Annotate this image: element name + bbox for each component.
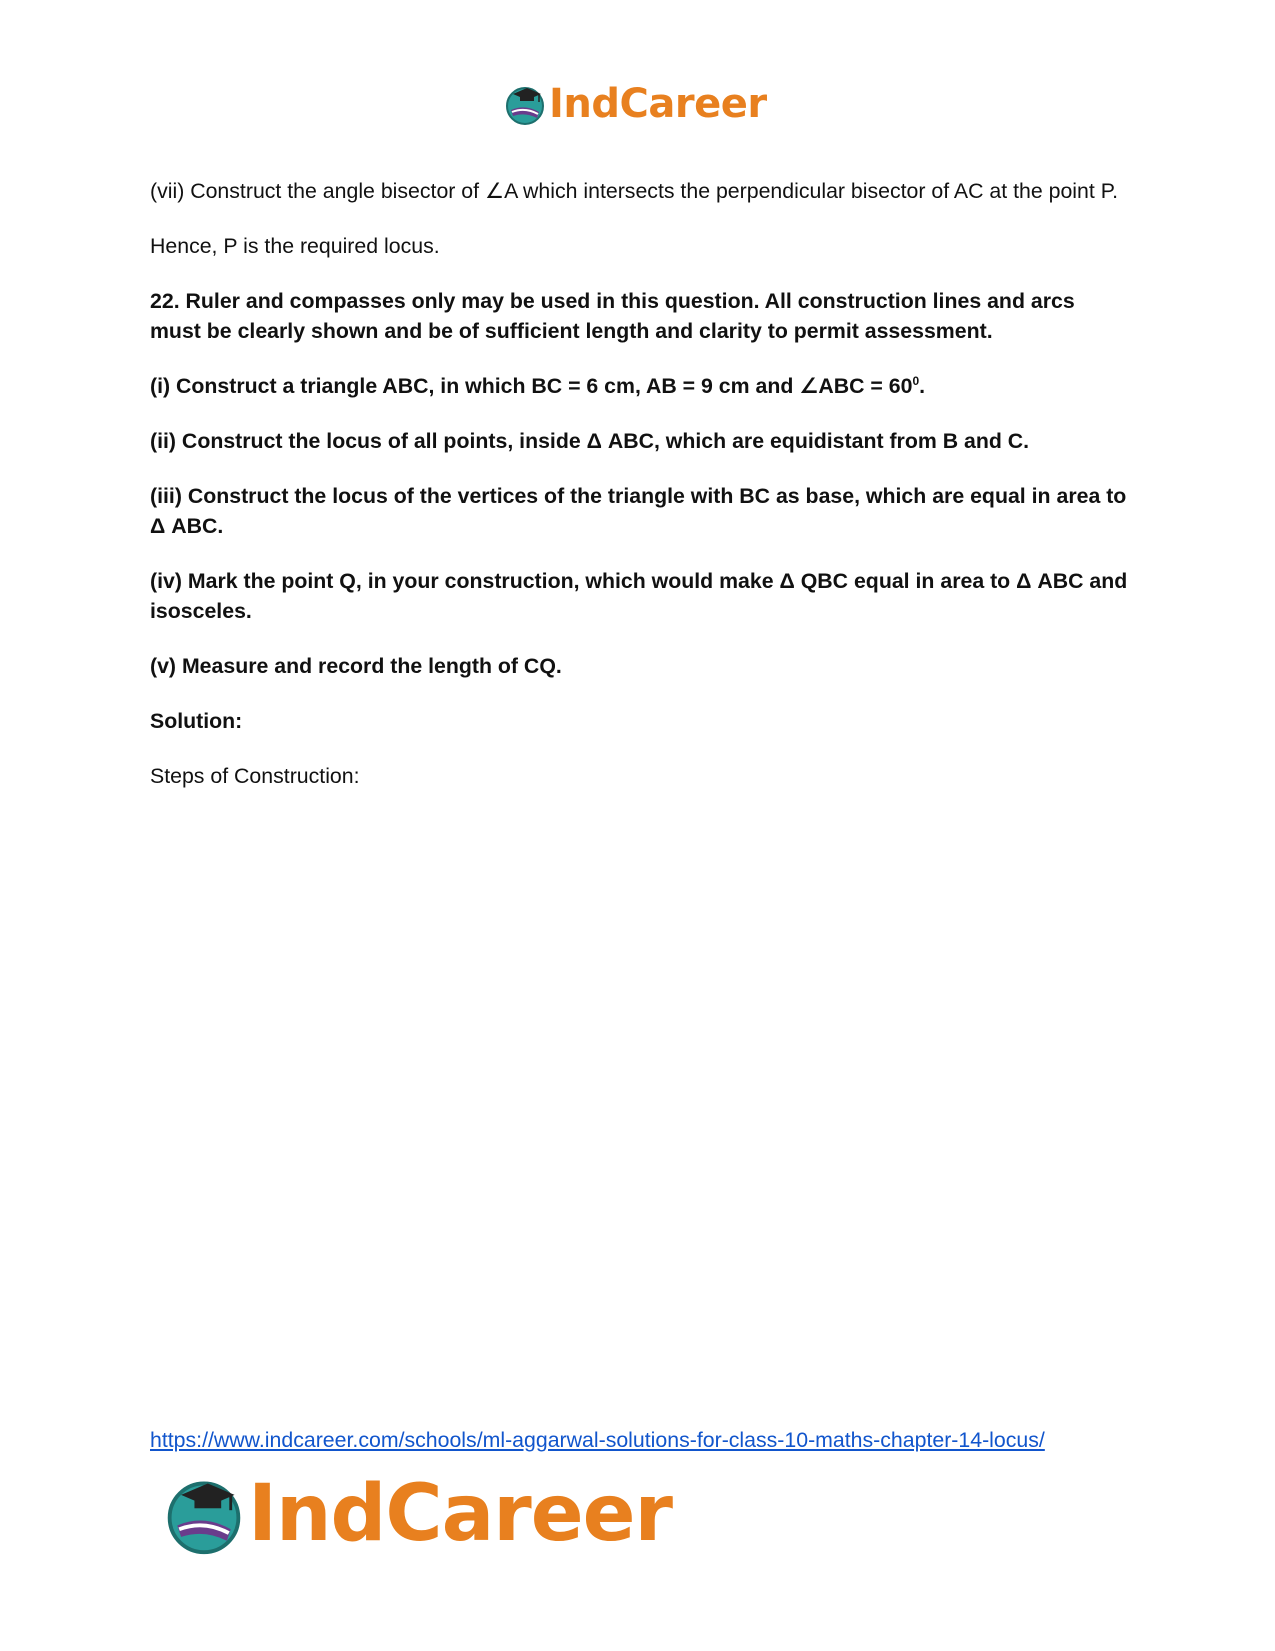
paragraph-step-vii: (vii) Construct the angle bisector of ∠A which intersects the perpendicular bisector of AC at the point P. [150,179,1119,203]
logo-text: IndCareer [549,81,767,127]
footer-logo [162,1469,672,1559]
footer-url-link[interactable]: https://www.indcareer.com/schools/ml-aggarwal-solutions-for-class-10-maths-chapter-14-locus/ [150,1428,1045,1452]
paragraph-conclusion: Hence, P is the required locus. [150,234,440,258]
question-22-part-iv: (iv) Mark the point Q, in your construction, which would make Δ QBC equal in area to Δ ABC and isosceles. [150,569,1128,623]
solution-label: Solution: [150,709,243,733]
header-logo [503,82,767,126]
question-22: 22. Ruler and compasses only may be used in this question. All construction lines and arcs must be clearly shown and be of sufficient length and clarity to permit assessment. [150,289,1075,343]
question-22-part-iii: (iii) Construct the locus of the vertices of the triangle with BC as base, which are equal in area to Δ ABC. [150,484,1127,538]
logo-globe-icon [162,1472,246,1556]
question-22-part-i-end: . [919,374,926,398]
page-content [150,176,1130,816]
logo-globe-icon [503,82,547,126]
logo-text: IndCareer [248,1469,672,1559]
steps-label: Steps of Construction: [150,764,360,788]
question-22-part-i [150,371,1130,401]
question-22-part-i-text: (i) Construct a triangle ABC, in which BC = 6 cm, AB = 9 cm and ∠ABC = 60 [150,374,913,398]
question-22-part-v: (v) Measure and record the length of CQ. [150,654,562,678]
degree-superscript: 0 [912,374,920,388]
question-22-part-ii: (ii) Construct the locus of all points, inside Δ ABC, which are equidistant from B and C. [150,429,1030,453]
